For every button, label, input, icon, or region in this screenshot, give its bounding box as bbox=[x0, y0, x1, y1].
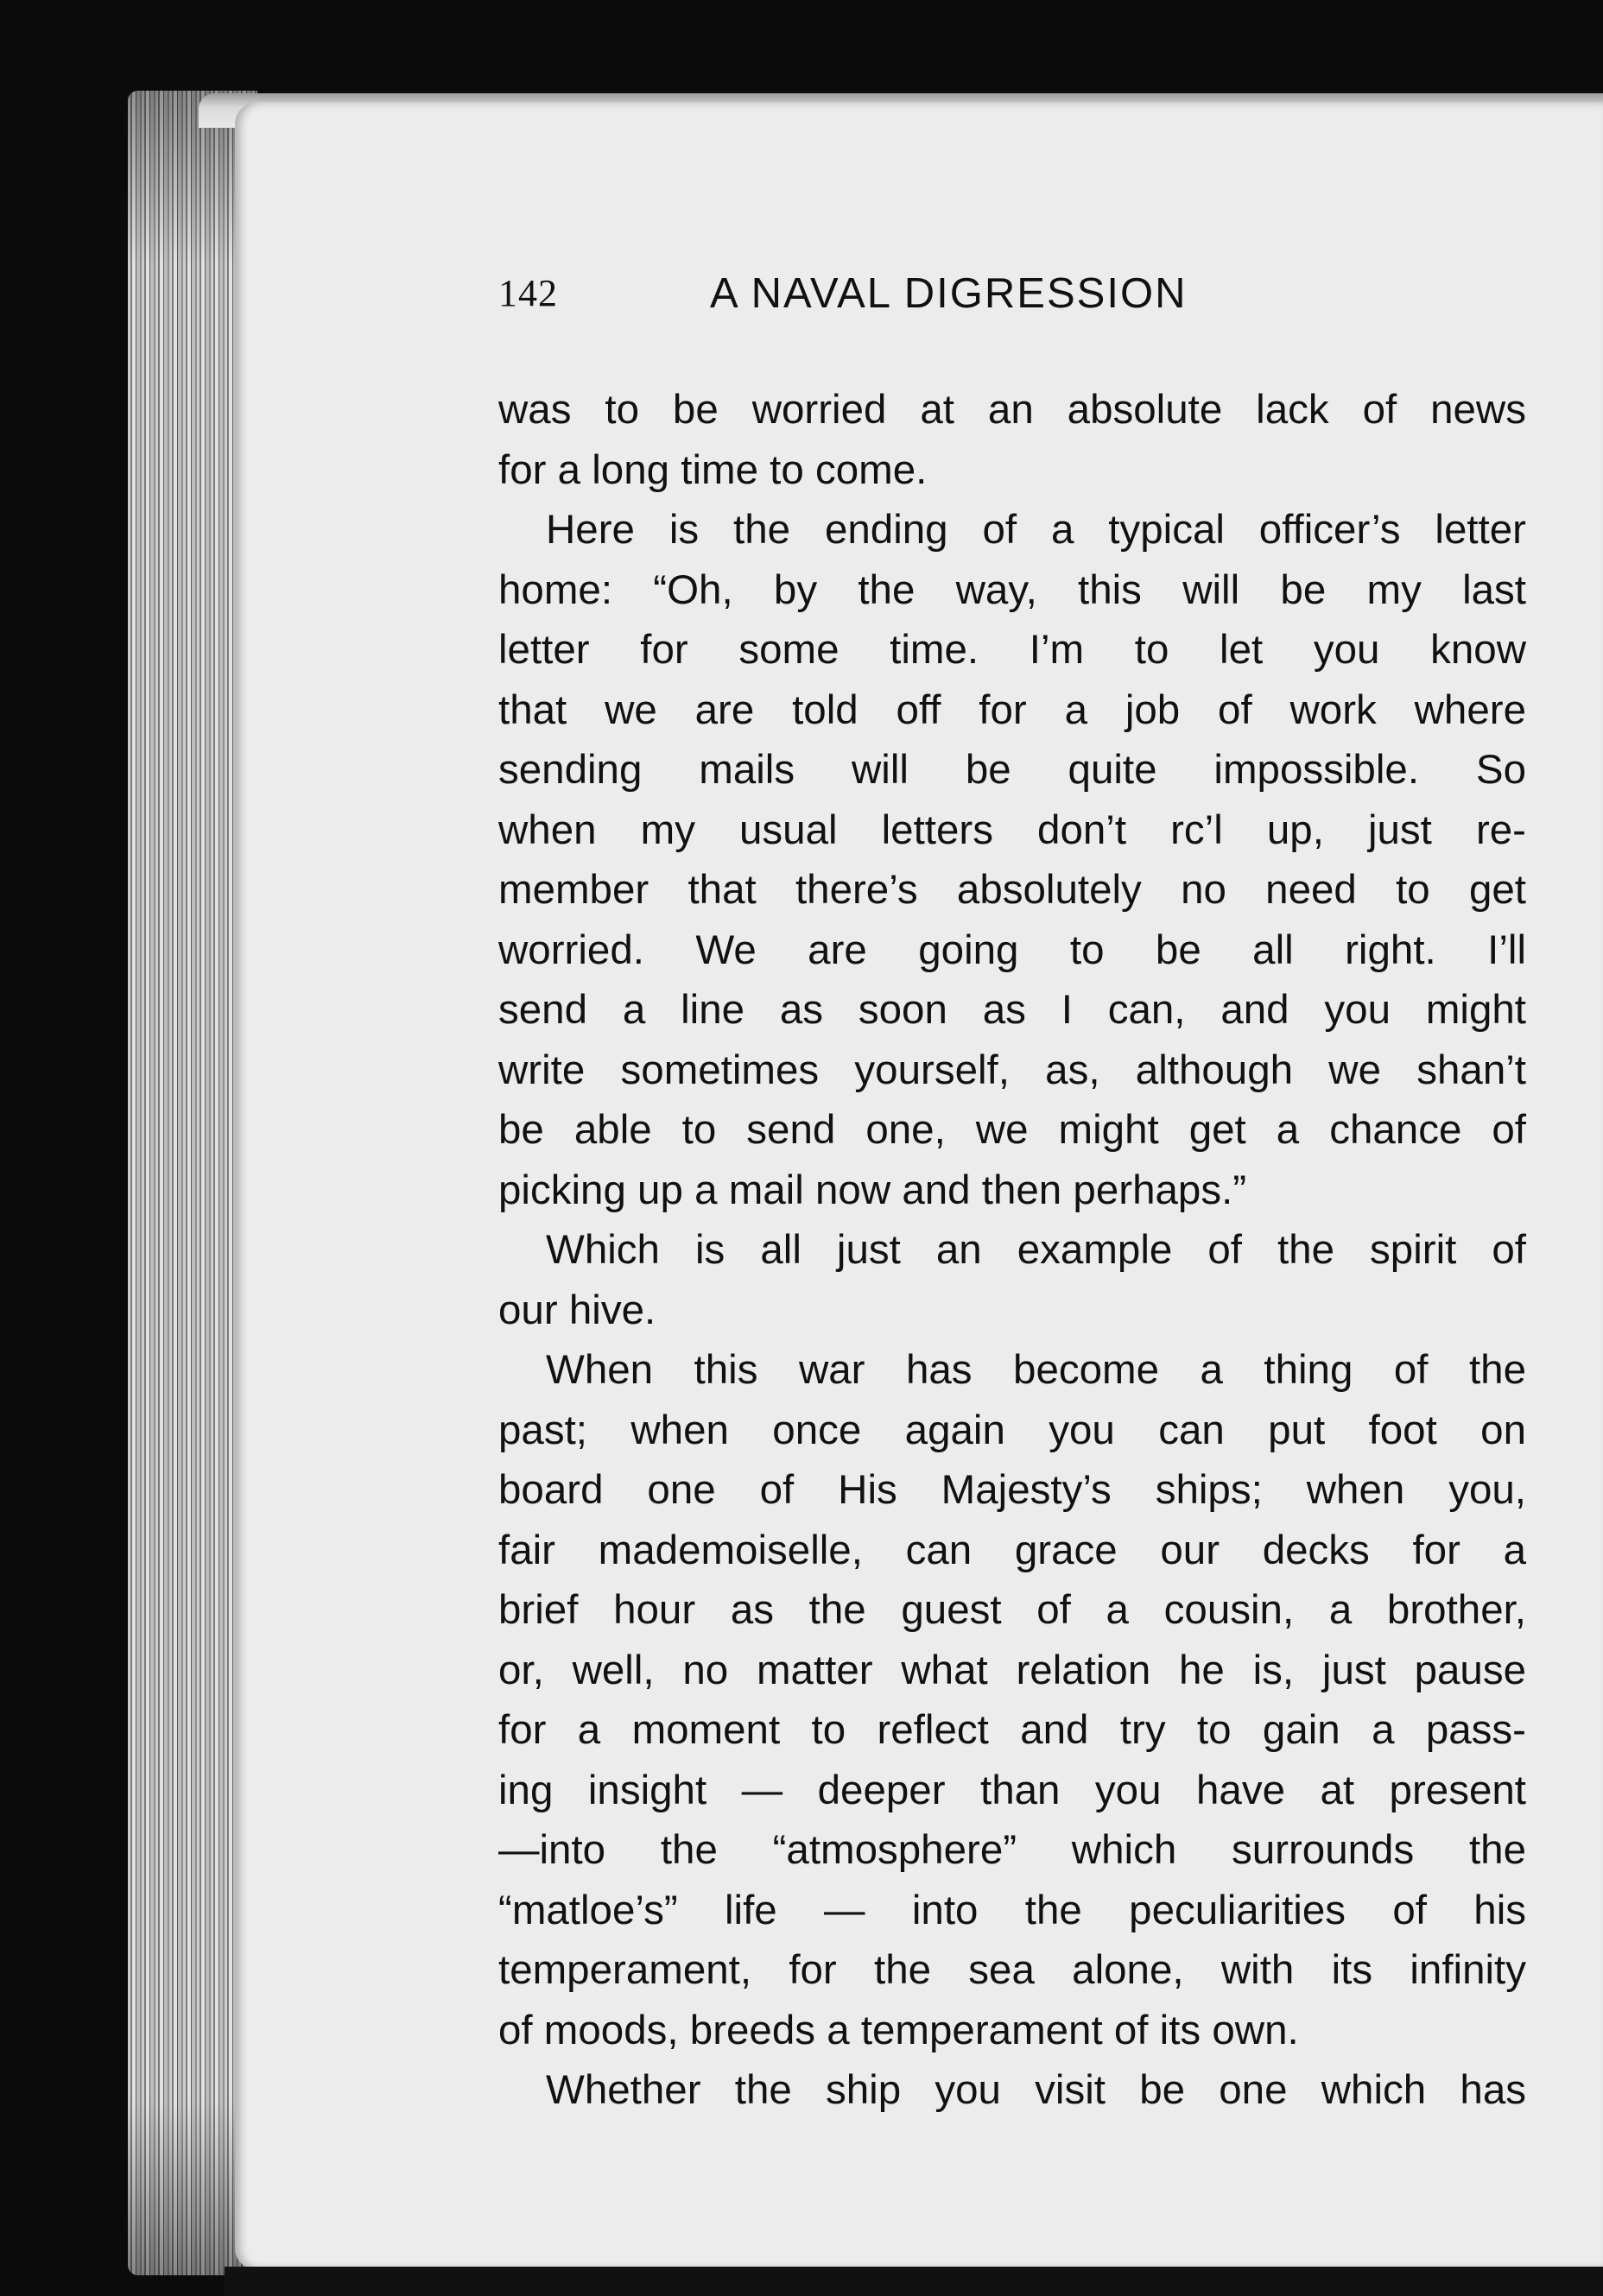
body-text bbox=[498, 380, 1526, 2121]
text-line: ing insight — deeper than you have at present bbox=[498, 1767, 1526, 1813]
text-line: sending mails will be quite impossible. So bbox=[498, 747, 1526, 793]
text-line: our hive. bbox=[498, 1287, 656, 1333]
text-line: that we are told off for a job of work where bbox=[498, 686, 1526, 733]
text-line: —into the “atmosphere” which surrounds the bbox=[498, 1827, 1526, 1873]
text-line: of moods, breeds a temperament of its own. bbox=[498, 2007, 1299, 2053]
text-line: picking up a mail now and then perhaps.” bbox=[498, 1167, 1247, 1213]
text-line: for a moment to reflect and try to gain a pass- bbox=[498, 1707, 1526, 1753]
text-line: fair mademoiselle, can grace our decks for a bbox=[498, 1527, 1526, 1573]
text-line: Whether the ship you visit be one which has bbox=[546, 2067, 1526, 2113]
text-line: was to be worried at an absolute lack of news bbox=[498, 387, 1526, 433]
page-text-block bbox=[498, 268, 1526, 2121]
text-line: past; when once again you can put foot on bbox=[498, 1407, 1526, 1453]
text-line: When this war has become a thing of the bbox=[546, 1347, 1526, 1393]
text-line: home: “Oh, by the way, this will be my last bbox=[498, 566, 1526, 613]
text-line: for a long time to come. bbox=[498, 446, 928, 493]
page-number: 142 bbox=[498, 272, 558, 314]
text-line: when my usual letters don’t rc’l up, just re- bbox=[498, 806, 1526, 853]
text-line: letter for some time. I’m to let you know bbox=[498, 627, 1526, 673]
text-line: Which is all just an example of the spirit of bbox=[546, 1227, 1526, 1273]
text-line: send a line as soon as I can, and you might bbox=[498, 987, 1526, 1033]
running-title: A NAVAL DIGRESSION bbox=[710, 270, 1188, 317]
text-line: member that there’s absolutely no need to get bbox=[498, 867, 1526, 913]
running-head bbox=[498, 268, 1526, 319]
text-line: be able to send one, we might get a chance of bbox=[498, 1107, 1526, 1153]
text-line: “matloe’s” life — into the peculiarities of his bbox=[498, 1887, 1526, 1933]
bottom-shadow bbox=[225, 2267, 1603, 2296]
text-line: or, well, no matter what relation he is, just pause bbox=[498, 1647, 1526, 1693]
text-line: brief hour as the guest of a cousin, a brother, bbox=[498, 1587, 1526, 1633]
text-line: worried. We are going to be all right. I’ll bbox=[498, 927, 1526, 973]
text-line: temperament, for the sea alone, with its infinity bbox=[498, 1947, 1526, 1993]
text-line: Here is the ending of a typical officer’s letter bbox=[546, 507, 1526, 553]
text-line: board one of His Majesty’s ships; when you, bbox=[498, 1467, 1526, 1513]
text-line: write sometimes yourself, as, although we shan’t bbox=[498, 1047, 1526, 1093]
